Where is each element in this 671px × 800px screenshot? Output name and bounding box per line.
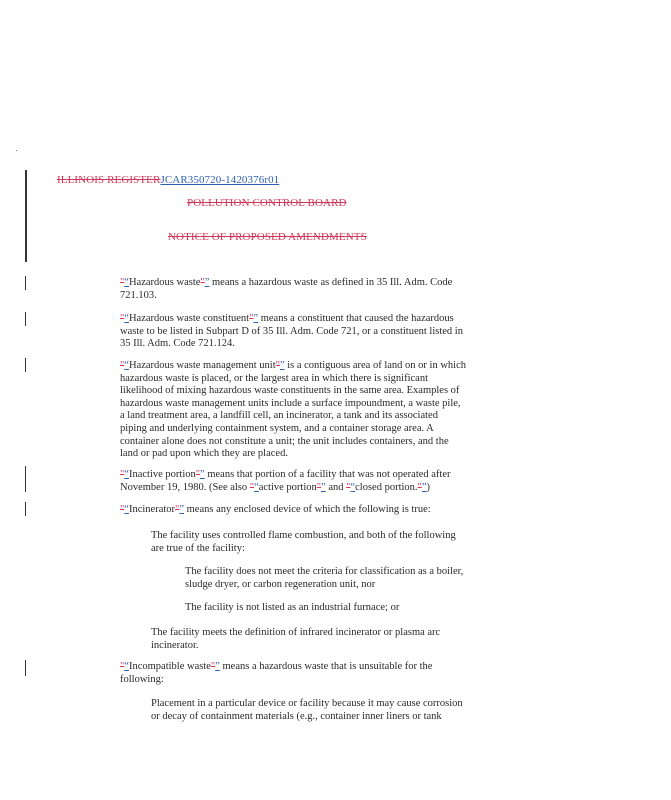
quote-struck: "	[120, 360, 125, 371]
def-hazardous-waste-constituent	[120, 313, 480, 351]
def-line: sludge dryer, or carbon regeneration unit, nor	[185, 578, 376, 590]
quote-struck: "	[316, 481, 322, 493]
def-term: Hazardous waste constituent	[128, 313, 250, 324]
change-bar-header	[25, 170, 27, 262]
quote-inserted: ”	[215, 661, 220, 672]
incinerator-clause-a	[151, 530, 491, 555]
quote-struck: "	[120, 469, 125, 480]
def-text: means a hazardous waste that is unsuitable for the	[219, 661, 433, 672]
notice-heading: NOTICE OF PROPOSED AMENDMENTS	[168, 231, 367, 243]
def-text: means any enclosed device of which the following is true:	[184, 504, 431, 515]
def-incinerator	[120, 504, 490, 517]
quote-struck: "	[275, 360, 280, 371]
def-term: Incinerator	[128, 504, 176, 515]
quote-inserted: ”	[204, 277, 210, 288]
def-line: waste to be listed in Subpart D of 35 Ill. Adm. Code 721, or a constituent listed in	[120, 325, 463, 337]
quote-inserted: “	[124, 661, 129, 672]
def-term: Inactive portion	[128, 469, 196, 480]
register-inserted: JCAR350720-1420376r01	[160, 174, 280, 186]
def-line: or decay of containment materials (e.g., container inner liners or tank	[151, 710, 442, 722]
def-line: hazardous waste management units include a surface impoundment, a waste pile,	[120, 397, 461, 409]
def-line: Placement in a particular device or facility because it may cause corrosion	[151, 698, 463, 709]
def-line: incinerator.	[151, 639, 199, 651]
quote-inserted: “	[350, 481, 356, 493]
def-term: Incompatible waste	[128, 661, 211, 672]
board-heading: POLLUTION CONTROL BOARD	[187, 197, 347, 209]
def-line: container alone does not constitute a unit; the unit includes containers, and the	[120, 435, 449, 447]
cross-ref: active portion	[258, 481, 317, 493]
def-text: means that portion of a facility that was not operated after	[204, 469, 451, 480]
incinerator-clause-a-ii	[185, 602, 495, 615]
scan-speck	[16, 150, 17, 151]
incinerator-clause-a-i	[185, 566, 495, 591]
quote-struck: "	[120, 277, 125, 288]
def-line	[120, 504, 490, 517]
def-line: following:	[120, 673, 164, 685]
def-line: hazardous waste is placed, or the largest area in which there is significant	[120, 372, 428, 384]
def-line: land or pad upon which they are placed.	[120, 448, 288, 460]
def-text: means a constituent that caused the hazardous	[258, 313, 454, 324]
incinerator-clause-b	[151, 627, 491, 652]
def-text: )	[426, 481, 430, 493]
quote-inserted: ”	[200, 469, 205, 480]
register-line	[57, 174, 279, 186]
quote-inserted: “	[124, 504, 129, 515]
def-inactive-portion	[120, 469, 490, 494]
incompatible-waste-clause-a	[151, 698, 491, 723]
register-struck: ILLINOIS REGISTER	[57, 174, 161, 186]
quote-struck: "	[249, 481, 255, 493]
quote-inserted: “	[254, 481, 259, 493]
def-line	[120, 277, 480, 290]
def-line	[120, 482, 490, 495]
def-line	[120, 313, 480, 326]
def-hazardous-waste-management-unit	[120, 360, 490, 461]
quote-struck: "	[249, 313, 254, 324]
def-line	[120, 360, 490, 373]
def-line: are true of the facility:	[151, 542, 245, 554]
def-line	[120, 661, 490, 674]
quote-struck: "	[120, 661, 125, 672]
def-term: Hazardous waste	[128, 277, 201, 288]
quote-inserted: “	[124, 313, 129, 324]
quote-inserted: ”	[279, 360, 285, 371]
quote-struck: "	[195, 469, 201, 480]
change-bar-hw	[25, 276, 26, 290]
change-bar-iw	[25, 660, 26, 676]
def-line: 35 Ill. Adm. Code 721.124.	[120, 338, 235, 350]
def-line: piping and underlying containment system, and a container storage area. A	[120, 422, 434, 434]
quote-inserted: “	[124, 277, 129, 288]
quote-inserted: “	[124, 360, 129, 371]
quote-inserted: ”	[253, 313, 259, 324]
def-text: and	[325, 481, 347, 493]
quote-struck: "	[175, 504, 180, 515]
def-term: Hazardous waste management unit	[128, 360, 276, 371]
def-incompatible-waste	[120, 661, 490, 686]
change-bar-ip	[25, 466, 26, 492]
change-bar-hwc	[25, 312, 26, 326]
change-bar-inc	[25, 502, 26, 516]
quote-struck: "	[120, 313, 125, 324]
quote-struck: "	[346, 481, 351, 493]
def-line: a land treatment area, a landfill cell, an incinerator, a tank and its associated	[120, 410, 438, 422]
def-line	[120, 469, 490, 482]
quote-struck: "	[417, 481, 422, 493]
quote-inserted: “	[124, 469, 129, 480]
def-text: November 19, 1980. (See also	[120, 481, 250, 493]
def-line: 721.103.	[120, 289, 157, 301]
quote-struck: "	[210, 661, 216, 672]
cross-ref: closed portion.	[355, 481, 418, 493]
def-line: The facility is not listed as an industrial furnace; or	[185, 602, 400, 613]
def-hazardous-waste	[120, 277, 480, 302]
change-bar-hwmu	[25, 358, 26, 372]
def-text: is a contiguous area of land on or in which	[284, 360, 466, 371]
quote-struck: "	[200, 277, 205, 288]
def-line: likelihood of mixing hazardous waste constituents in the same area. Examples of	[120, 385, 460, 397]
quote-inserted: ”	[421, 481, 427, 493]
quote-inserted: ”	[179, 504, 184, 515]
quote-struck: "	[120, 504, 125, 515]
def-line: The facility does not meet the criteria for classification as a boiler,	[185, 566, 464, 577]
def-line: The facility meets the definition of infrared incinerator or plasma arc	[151, 627, 441, 638]
def-line: The facility uses controlled flame combustion, and both of the following	[151, 530, 456, 541]
def-text: means a hazardous waste as defined in 35 Ill. Adm. Code	[209, 277, 453, 288]
quote-inserted: ”	[321, 481, 326, 493]
